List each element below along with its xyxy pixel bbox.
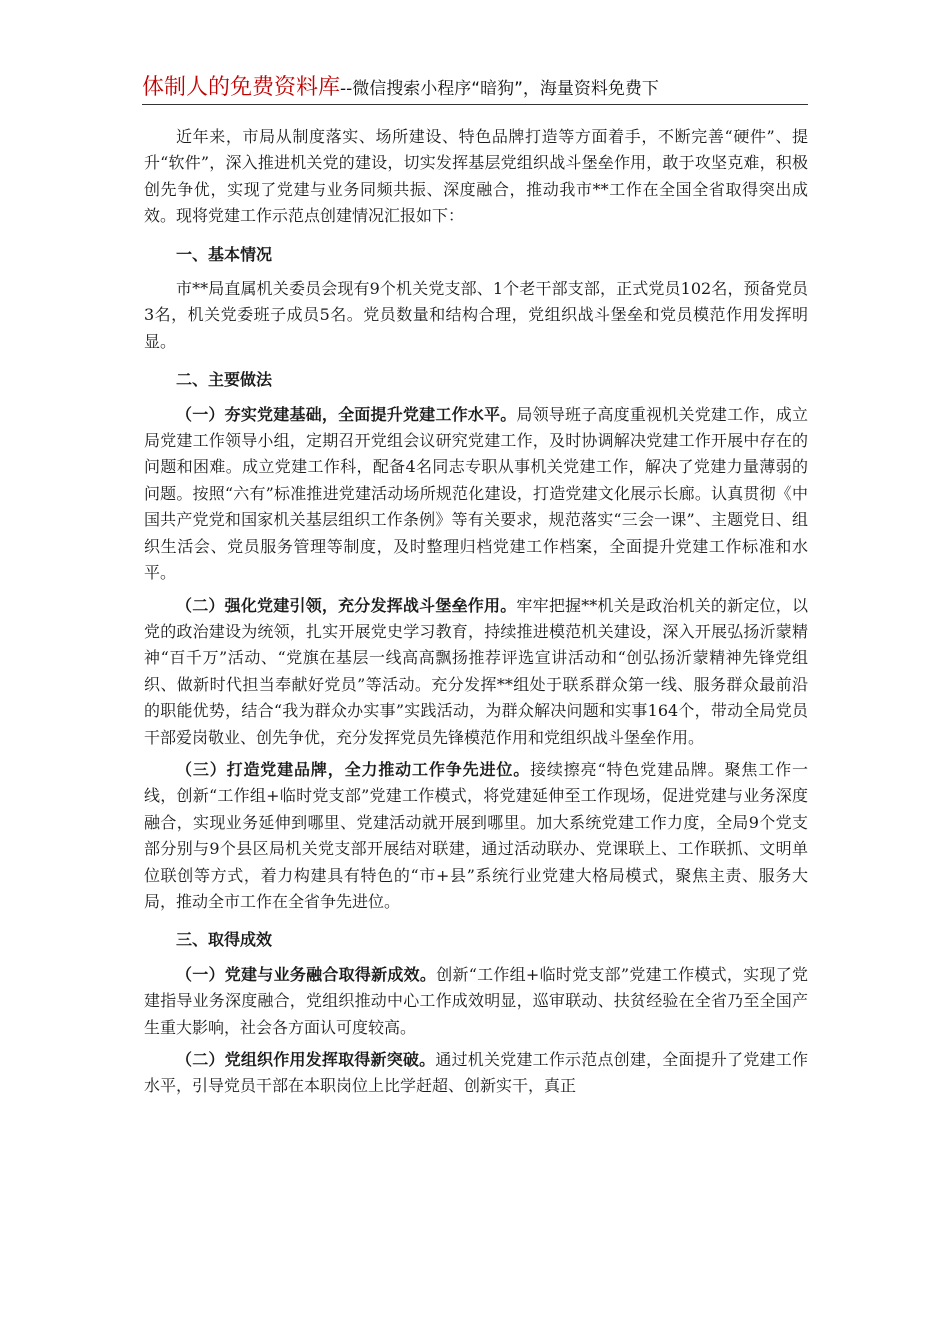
- body-paragraph: [144, 402, 808, 587]
- paragraph-lead: （三）打造党建品牌，全力推动工作争先进位。: [176, 759, 531, 779]
- paragraph-lead: （二）党组织作用发挥取得新突破。: [176, 1050, 436, 1069]
- section-heading: 一、基本情况: [176, 244, 273, 264]
- paragraph-text: 局领导班子高度重视机关党建工作，成立局党建工作领导小组，定期召开党组会议研究党建工作，及时协调解决党建工作开展中存在的问题和困难。成立党建工作科，配备4名同志专职从事机关党建工作，解决了党建力量薄弱的问题。按照“六有”标准推进党建活动场所规范化建设，打造党建文化展示长廊。认真贯彻《中国共产党党和国家机关基层组织工作条例》等有关要求，规范落实“三会一课”、主题党日、组织生活会、党员服务管理等制度，及时整理归档党建工作档案，全面提升党建工作标准和水平。: [144, 404, 808, 583]
- paragraph-text: 接续擦亮“特色党建品牌。聚焦工作一线，创新“工作组+临时党支部”党建工作模式，将党建延伸至工作现场，促进党建与业务深度融合，实现业务延伸到哪里、党建活动就开展到哪里。加大系统党建工作力度，全局9个党支部分别与9个县区局机关党支部开展结对联建，通过活动联办、党课联上、工作联抓、文明单位联创等方式，着力构建具有特色的“市+县”系统行业党建大格局模式，聚焦主责、服务大局，推动全市工作在全省争先进位。: [144, 759, 808, 911]
- paragraph-lead: （二）强化党建引领，充分发挥战斗堡垒作用。: [176, 595, 517, 615]
- document-body: [144, 124, 808, 1106]
- paragraph-text: 市**局直属机关委员会现有9个机关党支部、1个老干部支部，正式党员102名，预备党员3名，机关党委班子成员5名。党员数量和结构合理，党组织战斗堡垒和党员模范作用发挥明显。: [144, 279, 808, 351]
- intro-paragraph: 近年来，市局从制度落实、场所建设、特色品牌打造等方面着手，不断完善“硬件”、提升“软件”，深入推进机关党的建设，切实发挥基层党组织战斗堡垒作用，敢于攻坚克难，积极创先争优，实现了党建与业务同频共振、深度融合，推动我市**工作在全国全省取得突出成效。现将党建工作示范点创建情况汇报如下：: [144, 127, 808, 226]
- paragraph-lead: （一）党建与业务融合取得新成效。: [176, 964, 437, 984]
- section-heading: 三、取得成效: [176, 930, 273, 950]
- paragraph-text: 牢牢把握**机关是政治机关的新定位，以党的政治建设为统领，扎实开展党史学习教育，持续推进模范机关建设，深入开展弘扬沂蒙精神“百千万”活动、“党旗在基层一线高高飘扬推荐评选宣讲活动和“创弘扬沂蒙精神先锋党组织、做新时代担当奉献好党员”等活动。充分发挥**组处于联系群众第一线、服务群众最前沿的职能优势，结合“我为群众办实事”实践活动，为群众解决问题和实事164个，带动全局党员干部爱岗敬业、创先争优，充分发挥党员先锋模范作用和党组织战斗堡垒作用。: [144, 595, 808, 747]
- body-paragraph: [144, 276, 808, 355]
- paragraph-lead: （一）夯实党建基础，全面提升党建工作水平。: [176, 404, 517, 424]
- body-paragraph: [144, 962, 808, 1041]
- header-brand: 体制人的免费资料库: [142, 75, 341, 100]
- header-slogan: --微信搜索小程序“暗狗”，海量资料免费下: [340, 79, 659, 99]
- body-paragraph: [144, 757, 808, 915]
- body-paragraph: [144, 593, 808, 751]
- paragraph-text: 创新“工作组+临时党支部”党建工作模式，实现了党建指导业务深度融合，党组织推动中心工作成效明显，巡审联动、扶贫经验在全省乃至全国产生重大影响，社会各方面认可度较高。: [144, 964, 808, 1037]
- body-paragraph: [144, 1047, 808, 1100]
- document-header: [142, 70, 808, 105]
- section-heading: 二、主要做法: [176, 370, 273, 390]
- paragraph-text: 通过机关党建工作示范点创建，全面提升了党建工作水平，引导党员干部在本职岗位上比学赶超、创新实干，真正: [144, 1050, 808, 1096]
